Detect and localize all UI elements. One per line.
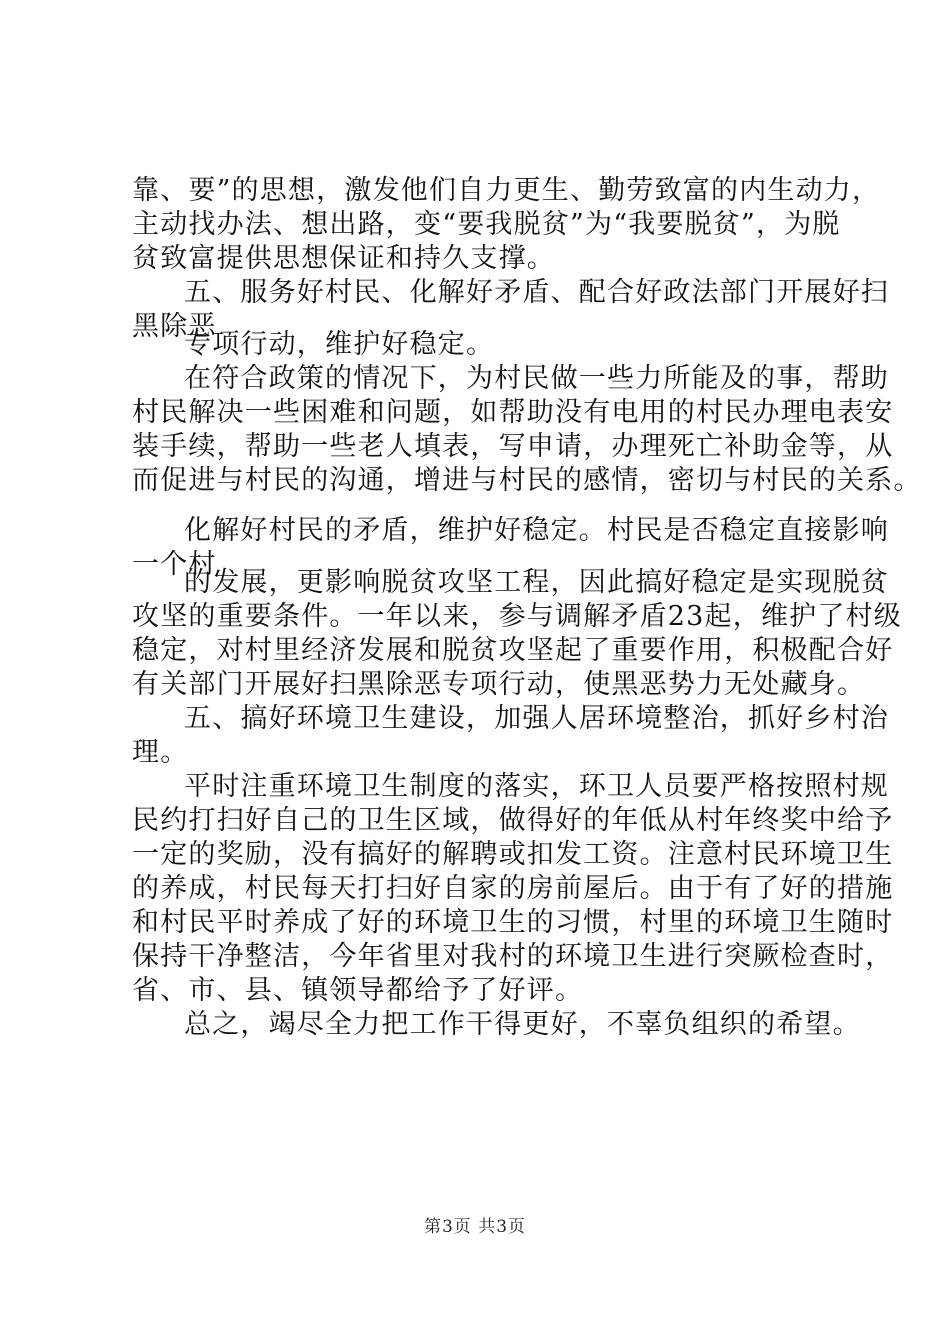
text-line: 和村民平时养成了好的环境卫生的习惯，村里的环境卫生随时: [132, 907, 894, 938]
text-line: 一个村: [132, 549, 217, 580]
text-line: 一定的奖励，没有搞好的解聘或扣发工资。注意村民环境卫生: [132, 839, 894, 870]
text-line: 的发展，更影响脱贫攻坚工程，因此搞好稳定是实现脱贫: [184, 567, 889, 598]
text-line: 平时注重环境卫生制度的落实，环卫人员要严格按照村规: [184, 771, 889, 802]
text-line: 而促进与村民的沟通，增进与村民的感情，密切与村民的关系。: [132, 465, 922, 496]
text-line: 在符合政策的情况下，为村民做一些力所能及的事，帮助: [184, 363, 889, 394]
text-line: 攻坚的重要条件。一年以来，参与调解矛盾23起，维护了村级: [132, 601, 902, 632]
text-line: 总之，竭尽全力把工作干得更好，不辜负组织的希望。: [184, 1009, 861, 1040]
text-line: 有关部门开展好扫黑除恶专项行动，使黑恶势力无处藏身。: [132, 669, 866, 700]
text-line: 贫致富提供思想保证和持久支撑。: [132, 243, 555, 274]
text-line: 靠、要”的思想，激发他们自力更生、勤劳致富的内生动力，: [132, 175, 881, 206]
text-line: 化解好村民的矛盾，维护好稳定。村民是否稳定直接影响: [184, 515, 889, 546]
text-line: 装手续，帮助一些老人填表，写申请，办理死亡补助金等，从: [132, 431, 894, 462]
text-line: 保持干净整洁，今年省里对我村的环境卫生进行突厥检查时，: [132, 941, 894, 972]
text-line: 的养成，村民每天打扫好自家的房前屋后。由于有了好的措施: [132, 873, 894, 904]
text-line: 村民解决一些困难和问题，如帮助没有电用的村民办理电表安: [132, 397, 894, 428]
page-number-footer: 第3页 共3页: [423, 1217, 527, 1237]
text-line: 省、市、县、镇领导都给予了好评。: [132, 975, 584, 1006]
text-line: 黑除恶: [132, 311, 217, 342]
text-line: 主动找办法、想出路，变“要我脱贫”为“我要脱贫”，为脱: [132, 209, 841, 240]
text-line: 理。: [132, 737, 189, 768]
text-line: 专项行动，维护好稳定。: [184, 329, 495, 360]
text-line: 五、搞好环境卫生建设，加强人居环境整治，抓好乡村治: [184, 703, 889, 734]
text-line: 稳定，对村里经济发展和脱贫攻坚起了重要作用，积极配合好: [132, 635, 894, 666]
text-line: 五、服务好村民、化解好矛盾、配合好政法部门开展好扫: [184, 277, 889, 308]
text-line: 民约打扫好自己的卫生区域，做得好的年低从村年终奖中给予: [132, 805, 894, 836]
